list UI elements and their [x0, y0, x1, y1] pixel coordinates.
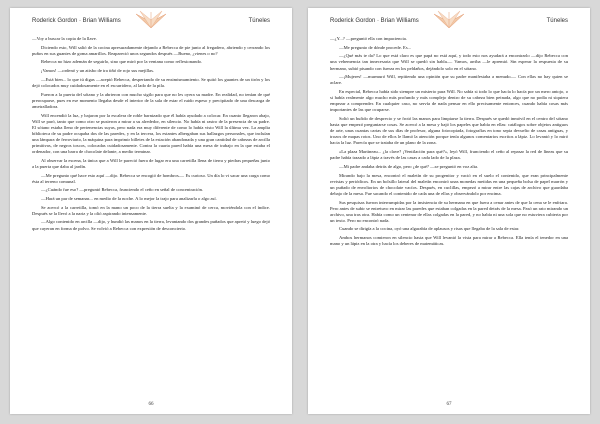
paragraph: —Voy a buscar la copia de la llave. — [32, 36, 97, 41]
paragraph: Sus pesquisas fueron interrumpidas por la insistencia de su hermana en que fuera a cenar antes de que la cena se le enfriara. Pero antes de subir se entretuvo en mirar las paredes que estaban colgadas en la pared detrás de la mesa. Pasó un rato mirando un archivo, una tras otra. Había como un centenar de ellas colgadas en la pared, y no había ni una sola que no estuviera cubierta por un texto. Pero no encontró nada. — [330, 199, 568, 223]
paragraph: Rebecca no hizo ademán de seguirlo, sino que miró por la ventana como reflexionando. — [41, 59, 203, 65]
right-page — [308, 8, 590, 414]
paragraph: —¿Cuándo fue eso? —preguntó Rebecca, frunciendo el ceño en señal de concentración. — [41, 187, 204, 193]
paragraph: —Está bien... lo que tú digas —aceptó Rebecca, despertando de su ensimismamiento. Se quitó los guantes de un tirón y los dejó colocados muy cuidadosamente en el escurridero, al lado de la pila. — [32, 76, 270, 88]
publisher-logo-icon — [428, 8, 470, 30]
page-header — [330, 14, 568, 26]
paragraph: —Algo contenido en arcilla —dijo, y hundió las manos en la tierra, levantando dos grandes puñados que apretó y luego dejó que cayeran en forma de polvo. Se volvió a Rebecca con expresión de desconcierto. — [32, 219, 270, 231]
paragraph: —Me pregunto qué hace esto aquí —dijo. Rebecca se encogió de hombros—. Es curioso. Un día lo vi sacar una carga como ésta al terreno comunal. — [32, 172, 270, 184]
paragraph: Se acercó a la carretilla, tomó en la mano un poco de la tierra suelta y la examinó de cerca, moviéndola con el índice. Después se la llevó a la nariz y la olió aspirando intensamente. — [32, 204, 270, 216]
page-body — [330, 36, 568, 396]
paragraph: ¡Vamos! —ordenó y un atisbo de ira tiñó de rojo sus mejillas. — [41, 68, 155, 74]
left-page — [10, 8, 292, 414]
paragraph: Al observar la escena, la única que a Will le pareció fuera de lugar era una carretilla llena de tierra y piedras pequeñas junto a la puerta que daba al jardín. — [32, 157, 270, 169]
paragraph: Will encendió la luz, y bajaron por la escalera de roble barnizado que él había ayudado a colocar. En cuanto llegaron abajo, Will se paró, tanto que como otro se pusieron a mirar a su alrededor, en silencio. No había ni rastro de la presencia de su padre. El sótano estaba lleno de pertenencias suyas, pero nada era muy diferente de como lo había visto Will la última vez. La amplia biblioteca de su padre ocupaba dos de las paredes, y en la tercera, los estantes albergaban sus hallazgos personales, que incluían una lámpara de ferroviario, la máquina para imprimir billetes de la estación abandonada y una gran cantidad de cabezas de arcilla primitivas, de negros toscos, colocadas cuidadosamente. Contra la cuarta pared había una mesa de trabajo en la que estaba el ordenador, con una barra de chocolate delante, a medio terminar. — [32, 112, 270, 155]
paragraph: —Mi padre andaba detrás de algo, pero ¿de qué? —se preguntó en voz alta. — [339, 163, 479, 169]
paragraph: —¿Y...? —preguntó ella con impaciencia. — [330, 36, 407, 41]
paragraph: —¿Qué más te da? Lo que está claro es que papá no está aquí, y todo esto nos ayudará a encontrarlo —dijo Rebecca con una vehemencia tan innecesaria que Will se quedó sin habla—. Vamos, arriba —le apremió. Sin esperar la respuesta de su hermano, subió pisando con fuerza en los peldaños, dejándolo solo en el sótano. — [330, 53, 568, 71]
header-title: Túneles — [248, 18, 270, 24]
paragraph: —Me pregunto de dónde procede. Es... — [339, 44, 412, 50]
publisher-logo-icon — [130, 8, 172, 30]
paragraph: «La plaza Martineau... ¿la clave? ¡Ventilación para qué?», leyó Will, frunciendo el ceño al repasar la red de líneas que su padre había trazado a lápiz a través de las casas a cada lado de la plaza. — [330, 149, 568, 161]
page-header — [32, 14, 270, 26]
paragraph: Diciendo esto, Will salió de la cocina apresuradamente dejando a Rebecca de pie junto al fregadero, abriendo y cerrando los puños en sus guantes de goma amarillos. Reapareció unos segundos después —Bueno, ¿vienes o no? — [32, 44, 270, 56]
paragraph: Cuando se dirigía a la cocina, oyó una algarabía de aplausos y risas que llegaba de la sala de estar. — [339, 226, 520, 232]
page-body — [32, 36, 270, 396]
paragraph: Soltó un bufido de desprecio y se frotó las manos para limpiarse la tierra. Después se quedó inmóvil en el centro del sótano hasta que empezó preguntarse cosas. Se acercó a la mesa y bajó los papeles que había en ellas: catálogos sobre objetos antiguos de arte, unas cuantas cartas de sus días de profesor, alguna fotocopiada, fotografías en tono sepia devuelto de casas antiguas, y trozos de mapas rotos. Uno de ellos le llamó la atención porque tenía algunos comentarios escritos a lápiz. Lo levantó y lo miró hacia la luz. Parecía que se trataba de un plano de la zona. — [330, 116, 568, 146]
paragraph: En especial, Rebecca había sido siempre un misterio para Will. No sabía si todo lo que hacía lo hacía por un mero antojo, o si había realmente algo mucho más profundo y más complejo dentro de su cabeza bien peinada, algo que no podía ni siquiera empezar a comprender. En cualquier caso, no servía de nada pensar en ello precisamente entonces, cuando había cosas más importantes de las que ocuparse. — [330, 89, 568, 113]
page-number: 67 — [446, 402, 452, 407]
header-author: Roderick Gordon · Brian Williams — [32, 18, 121, 24]
paragraph: Mirando bajo la mesa, encontró el maletín de su progenitor y vació en el suelo el contenido, que eran principalmente revistas y periódicos. En un bolsillo lateral del maletín encontró unas monedas metidas en una pequeña bolsa de papel marrón y un puñado de envoltorios de chocolate vacíos. Después, en cuclillas, empezó a mirar entre las cajas de archivo que guardaba debajo de la mesa. Fue sacando el contenido de cada una de ellas y observándolo por encima. — [330, 172, 568, 196]
header-author: Roderick Gordon · Brian Williams — [330, 18, 419, 24]
paragraph: Fueron a la puerta del sótano y la abrieron con mucho sigilo para que no les oyera su madre. En realidad, no tenían de qué preocuparse, pues en ese momento llegaba desde el interior de la sala de estar el ruido espeso y precipitado de una descarga de ametralladora. — [32, 91, 270, 109]
paragraph: —¡Mujeres! —murmuró Will, repitiendo una opinión que su padre manifestaba a menudo—. Con ellas no hay quien se aclare. — [330, 74, 568, 86]
paragraph: Ambos hermanos comieron en silencio hasta que Will levantó la vista para mirar a Rebecca. Ella tenía el tenedor en una mano y un lápiz en la otra y hacía los deberes de matemáticas. — [330, 235, 568, 247]
header-title: Túneles — [546, 18, 568, 24]
page-number: 66 — [148, 402, 154, 407]
paragraph: —Hará un par de semanas... en medio de la noche. A lo mejor la trajo para analizarla o algo así. — [41, 196, 217, 201]
